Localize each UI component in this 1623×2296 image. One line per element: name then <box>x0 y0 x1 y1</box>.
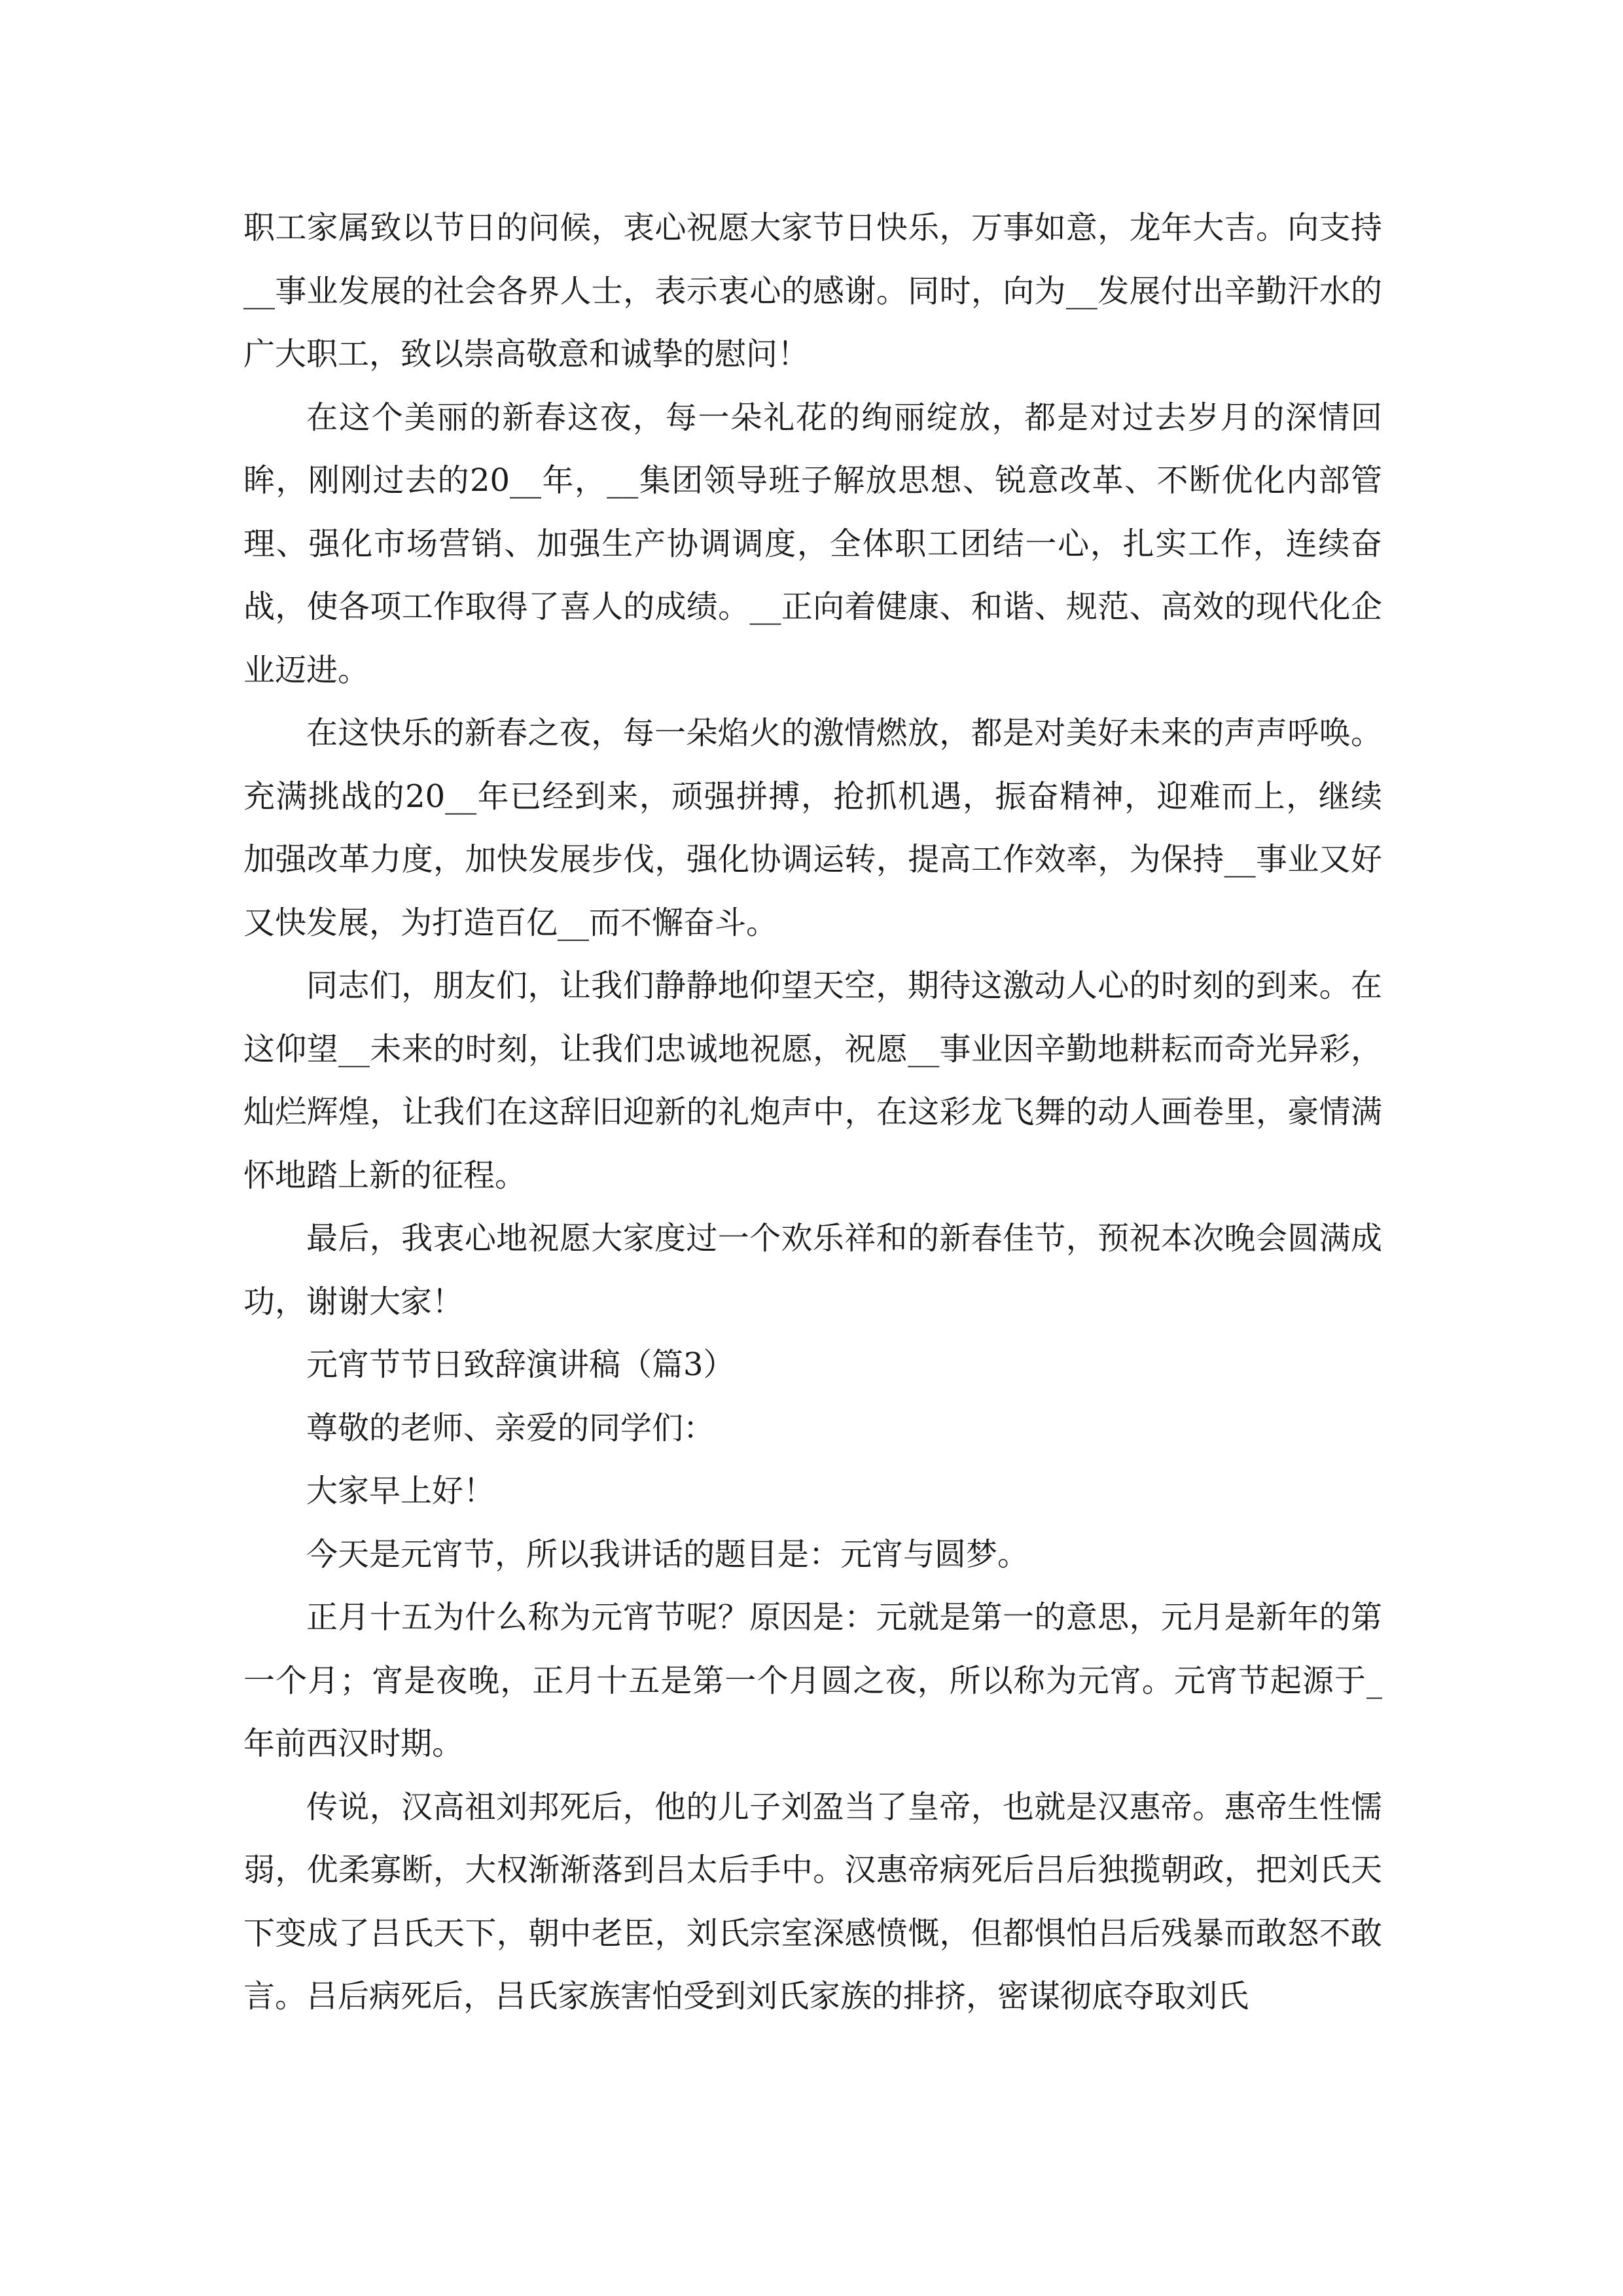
paragraph: 同志们，朋友们，让我们静静地仰望天空，期待这激动人心的时刻的到来。在这仰望__未来的时刻，让我们忠诚地祝愿，祝愿__事业因辛勤地耕耘而奇光异彩，灿烂辉煌，让我们在这辞旧迎新的礼炮声中，在这彩龙飞舞的动人画卷里，豪情满怀地踏上新的征程。 <box>243 967 1382 1194</box>
paragraph-continued: 职工家属致以节日的问候，衷心祝愿大家节日快乐，万事如意，龙年大吉。向支持__事业发展的社会各界人士，表示衷心的感谢。同时，向为__发展付出辛勤汗水的广大职工，致以崇高敬意和诚挚的慰问！ <box>243 209 1382 372</box>
paragraph: 传说，汉高祖刘邦死后，他的儿子刘盈当了皇帝，也就是汉惠帝。惠帝生性懦弱，优柔寡断，大权渐渐落到吕太后手中。汉惠帝病死后吕后独揽朝政，把刘氏天下变成了吕氏天下，朝中老臣，刘氏宗室深感愤慨，但都惧怕吕后残暴而敢怒不敢言。吕后病死后，吕氏家族害怕受到刘氏家族的排挤，密谋彻底夺取刘氏 <box>243 1788 1382 2015</box>
paragraph: 在这快乐的新春之夜，每一朵焰火的激情燃放，都是对美好未来的声声呼唤。充满挑战的20__年已经到来，顽强拼搏，抢抓机遇，振奋精神，迎难而上，继续加强改革力度，加快发展步伐，强化协调运转，提高工作效率，为保持__事业又好又快发展，为打造百亿__而不懈奋斗。 <box>243 715 1382 941</box>
salutation: 尊敬的老师、亲爱的同学们： <box>306 1409 715 1446</box>
section-heading: 元宵节节日致辞演讲稿（篇3） <box>306 1346 735 1383</box>
paragraph: 正月十五为什么称为元宵节呢？原因是：元就是第一的意思，元月是新年的第一个月；宵是夜晚，正月十五是第一个月圆之夜，所以称为元宵。元宵节起源于_年前西汉时期。 <box>243 1599 1382 1762</box>
paragraph: 今天是元宵节，所以我讲话的题目是：元宵与圆梦。 <box>306 1535 1029 1573</box>
paragraph: 在这个美丽的新春这夜，每一朵礼花的绚丽绽放，都是对过去岁月的深情回眸，刚刚过去的20__年，__集团领导班子解放思想、锐意改革、不断优化内部管理、强化市场营销、加强生产协调调度，全体职工团结一心，扎实工作，连续奋战，使各项工作取得了喜人的成绩。__正向着健康、和谐、规范、高效的现代化企业迈进。 <box>243 399 1382 689</box>
greeting: 大家早上好！ <box>306 1473 495 1509</box>
paragraph: 最后，我衷心地祝愿大家度过一个欢乐祥和的新春佳节，预祝本次晚会圆满成功，谢谢大家！ <box>243 1220 1382 1320</box>
document-body <box>243 196 1382 2028</box>
